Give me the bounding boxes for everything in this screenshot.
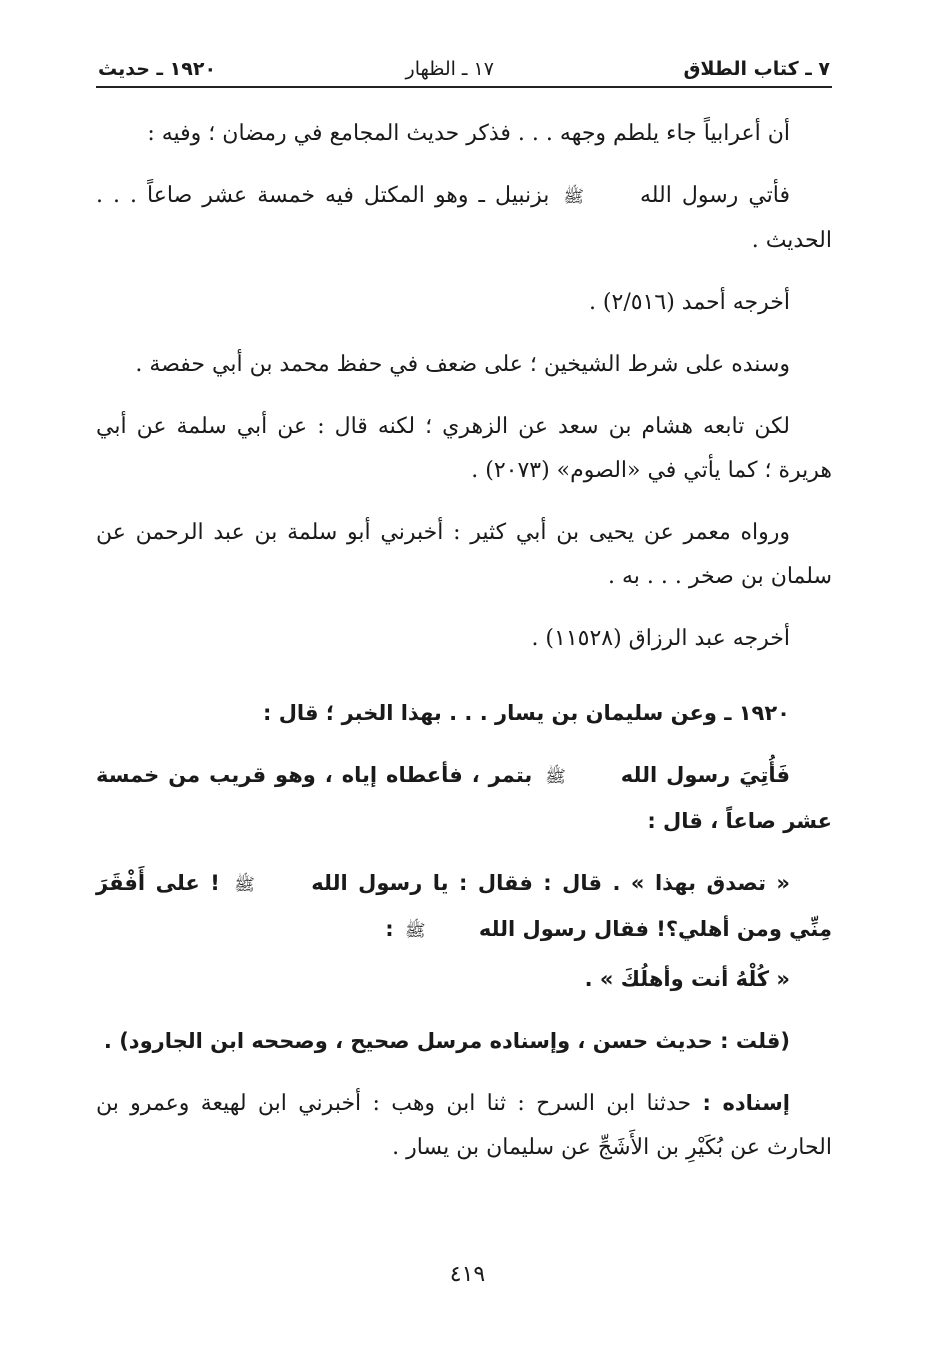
header-hadith-number: ١٩٢٠ ـ حديث xyxy=(98,58,217,80)
hadith-quote-text: « كُلْهُ أنت وأهلُكَ » . xyxy=(584,967,790,991)
paragraph-text: فأتي رسول الله xyxy=(639,183,790,208)
paragraph-text: بزنبيل ـ وهو المكتل فيه خمسة عشر صاعاً . . . الحديث . xyxy=(96,183,832,253)
hadith-text xyxy=(96,861,832,953)
salutation-seal-icon: ﷺ xyxy=(563,187,584,207)
header-chapter-title: ١٧ ـ الظهار xyxy=(405,58,494,80)
grading-note-text: (قلت : حديث حسن ، وإسناده مرسل صحيح ، وصححه ابن الجارود) . xyxy=(103,1029,790,1053)
hadith-text-part: بتمر ، فأعطاه إياه ، وهو قريب من خمسة عشر صاعاً ، قال : xyxy=(96,763,832,833)
paragraph xyxy=(96,174,832,263)
paragraph xyxy=(96,112,832,156)
paragraph xyxy=(96,617,832,661)
paragraph-text: أن أعرابياً جاء يلطم وجهه . . . فذكر حديث المجامع في رمضان ؛ وفيه : xyxy=(147,121,790,146)
hadith-text-part: ! على أَفْقَرَ مِنِّي ومن أهلي؟! فقال رسول الله xyxy=(96,871,832,941)
hadith-text-part: « تصدق بهذا » . قال : فقال : يا رسول الله xyxy=(311,871,790,895)
running-header xyxy=(96,50,832,88)
document-page xyxy=(96,50,832,1188)
paragraph-text: ورواه معمر عن يحيى بن أبي كثير : أخبرني أبو سلمة بن عبد الرحمن عن سلمان بن صخر . . . به . xyxy=(96,520,832,589)
isnad-text: حدثنا ابن السرح : ثنا ابن وهب : أخبرني ابن لهيعة وعمرو بن الحارث عن بُكَيْرِ بن الأَشَجِّ عن سليمان بن يسار . xyxy=(96,1091,832,1160)
paragraph-text: لكن تابعه هشام بن سعد عن الزهري ؛ لكنه قال : عن أبي سلمة عن أبي هريرة ؛ كما يأتي في «الصوم» (٢٠٧٣) . xyxy=(96,414,832,483)
paragraph xyxy=(96,511,832,599)
hadith-text-part: فَأُتِيَ رسول الله xyxy=(620,763,790,787)
hadith-heading-text: ١٩٢٠ ـ وعن سليمان بن يسار . . . بهذا الخبر ؛ قال : xyxy=(262,701,790,725)
isnad-label: إسناده : xyxy=(702,1091,790,1115)
paragraph-text: أخرجه عبد الرزاق (١١٥٢٨) . xyxy=(531,626,790,651)
salutation-seal-icon: ﷺ xyxy=(545,767,566,787)
isnad-paragraph xyxy=(96,1081,832,1170)
hadith-text xyxy=(96,753,832,843)
paragraph-text: وسنده على شرط الشيخين ؛ على ضعف في حفظ محمد بن أبي حفصة . xyxy=(135,352,790,377)
salutation-seal-icon: ﷺ xyxy=(404,921,426,941)
hadith-text-part: : xyxy=(385,917,394,941)
grading-note xyxy=(96,1019,832,1063)
page-number: ٤١٩ xyxy=(449,1262,486,1287)
paragraph-text: أخرجه أحمد (٢/٥١٦) . xyxy=(588,290,790,315)
hadith-quote xyxy=(96,957,832,1001)
paragraph xyxy=(96,343,832,387)
header-book-title: ٧ ـ كتاب الطلاق xyxy=(683,58,830,80)
paragraph xyxy=(96,281,832,325)
salutation-seal-icon: ﷺ xyxy=(234,875,255,895)
page-content xyxy=(96,112,832,1170)
paragraph xyxy=(96,405,832,493)
hadith-heading xyxy=(96,691,832,735)
